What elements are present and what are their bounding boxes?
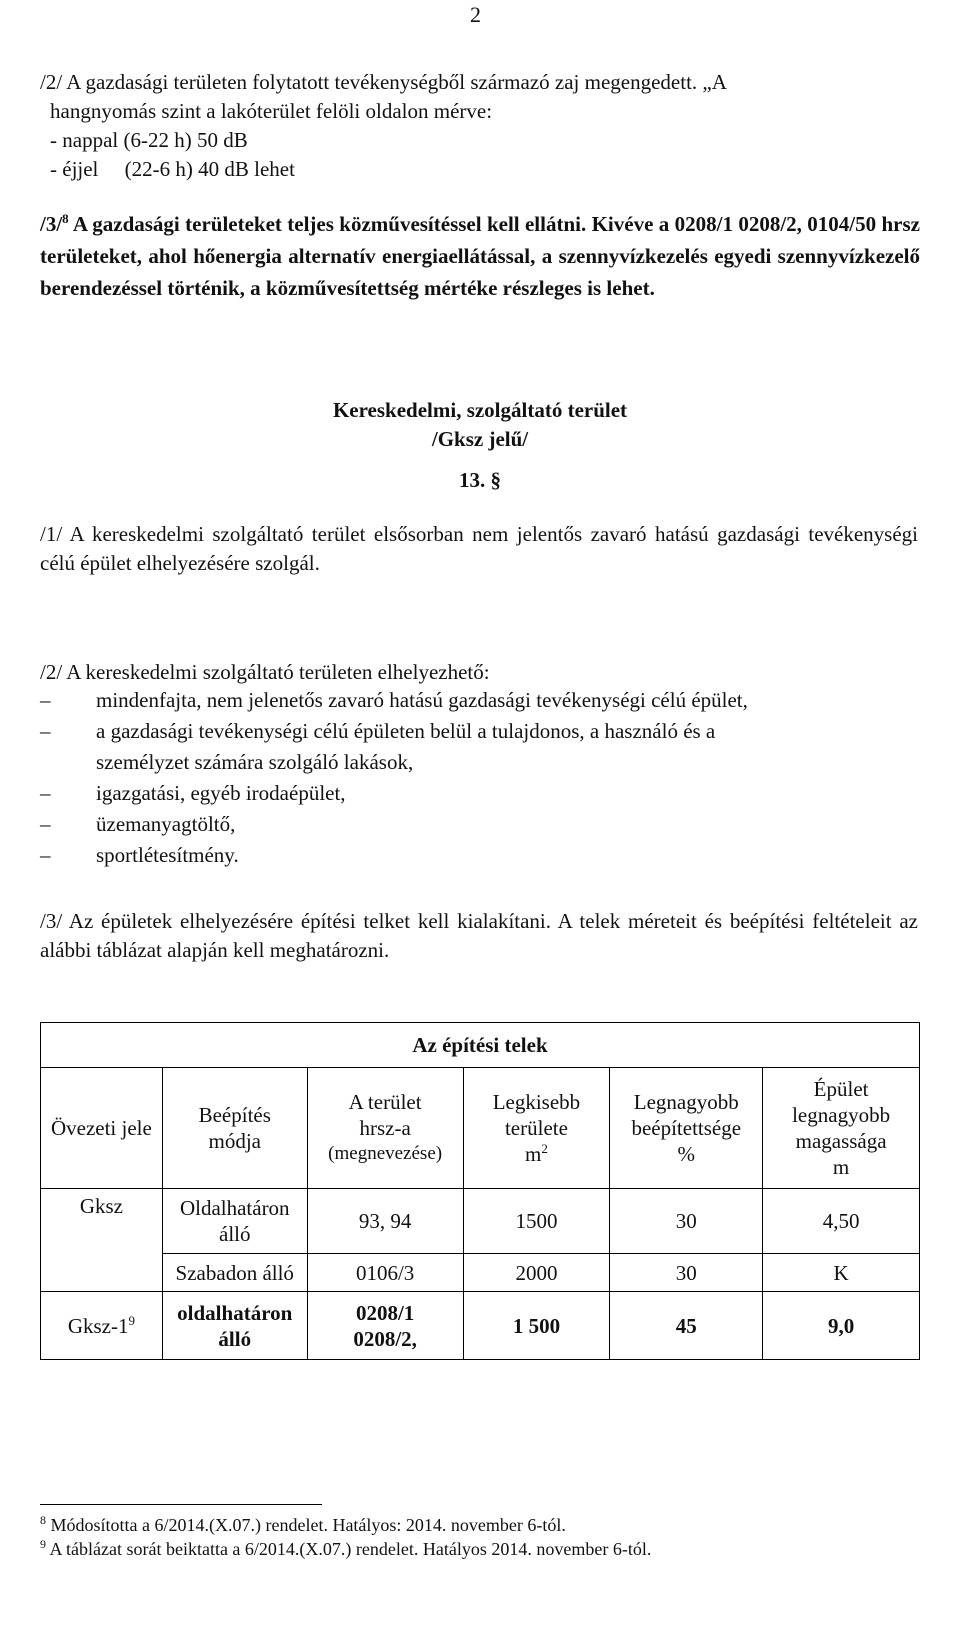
- cell-mode-l1: oldalhatáron: [177, 1300, 293, 1325]
- cell-zone: [41, 1292, 163, 1360]
- table-caption: Az építési telek: [41, 1023, 920, 1068]
- cell-mode: [162, 1189, 307, 1254]
- section-title: Kereskedelmi, szolgáltató terület: [332, 398, 628, 422]
- table-row: [41, 1292, 920, 1360]
- header-zone: Övezeti jele: [41, 1068, 163, 1189]
- header-min-area-unit: [468, 1141, 606, 1167]
- footnote-ref-9[interactable]: 9: [128, 1312, 135, 1328]
- utilities-prefix: /3/: [40, 212, 63, 236]
- list-item-text: személyzet számára szolgáló lakások,: [96, 750, 414, 774]
- cell-area: 2000: [463, 1254, 610, 1292]
- cell-hrsz: 93, 94: [307, 1189, 463, 1254]
- utilities-paragraph: [40, 208, 920, 304]
- cell-mode-l2: álló: [219, 1222, 251, 1246]
- cell-zone: Gksz: [41, 1189, 163, 1292]
- header-max-height-l1: Épület: [813, 1077, 869, 1101]
- header-max-built: [610, 1068, 763, 1189]
- cell-built: 30: [610, 1254, 763, 1292]
- list-item-text: sportlétesítmény.: [96, 843, 239, 867]
- utilities-text: A gazdasági területeket teljes közművesítéssel kell ellátni. Kivéve a 0208/1 0208/2, 0104/50 hrsz területeket, ahol hőenergia alternatív energiaellátással, a szennyvízkezelés egyedi szennyvízkezelő berendezéssel történik, a közművesítettség mértéke részleges is lehet.: [40, 212, 920, 300]
- cell-zone-text: Gksz-1: [67, 1313, 129, 1338]
- list-item-text: a gazdasági tevékenységi célú épületen belül a tulajdonos, a használó és a: [96, 719, 716, 743]
- list-item-text: igazgatási, egyéb irodaépület,: [96, 781, 346, 805]
- header-mode: [162, 1068, 307, 1189]
- noise-line-day: - nappal (6-22 h) 50 dB: [50, 128, 248, 152]
- dash-marker: –: [40, 812, 51, 836]
- header-max-built-l1: Legnagyobb: [633, 1090, 739, 1114]
- page-number: 2: [470, 2, 481, 27]
- cell-mode: [162, 1292, 307, 1360]
- dash-marker: –: [40, 719, 51, 743]
- cell-hrsz: 0106/3: [307, 1254, 463, 1292]
- header-area-id-l2: hrsz-a: [359, 1116, 411, 1140]
- cell-area: 1500: [463, 1189, 610, 1254]
- header-max-built-l2: beépítettsége: [631, 1116, 742, 1140]
- footnote-num: 8: [40, 1513, 46, 1527]
- section-para-1: /1/ A kereskedelmi szolgáltató terület elsősorban nem jelentős zavaró hatású gazdasági tevékenységi célú épület elhelyezésére szolgál.: [40, 522, 918, 575]
- section-subtitle: /Gksz jelű/: [431, 427, 529, 451]
- footnote-divider: [40, 1504, 322, 1505]
- cell-height: K: [763, 1254, 920, 1292]
- building-plot-table: [40, 1022, 920, 1360]
- cell-hrsz-l1: 0208/1: [355, 1300, 415, 1325]
- footnote-9: [40, 1538, 940, 1560]
- header-min-area: [463, 1068, 610, 1189]
- cell-height: 4,50: [763, 1189, 920, 1254]
- header-max-height-l3: magassága: [795, 1129, 887, 1153]
- cell-mode: Szabadon álló: [162, 1254, 307, 1292]
- header-max-height-l2: legnagyobb: [792, 1103, 891, 1127]
- cell-built: 30: [610, 1189, 763, 1254]
- footnote-8: [40, 1514, 940, 1536]
- header-area-id: [307, 1068, 463, 1189]
- unit-m: m: [525, 1142, 542, 1166]
- header-mode-l1: Beépítés: [198, 1103, 271, 1127]
- noise-line-2: hangnyomás szint a lakóterület felöli oldalon mérve:: [50, 99, 493, 123]
- header-min-area-l1: Legkisebb: [492, 1090, 581, 1114]
- section-para-3: /3/ Az épületek elhelyezésére építési telket kell kialakítani. A telek méreteit és beépítési feltételeit az alábbi táblázat alapján kell meghatározni.: [40, 909, 918, 962]
- header-max-height: [763, 1068, 920, 1189]
- table-header-row: [41, 1068, 920, 1189]
- header-max-built-l3: %: [677, 1142, 696, 1166]
- noise-paragraph: [40, 68, 920, 184]
- list-item-text: mindenfajta, nem jelenetős zavaró hatású gazdasági tevékenységi célú épület,: [96, 688, 748, 712]
- cell-built: 45: [610, 1292, 763, 1360]
- header-min-area-l2: területe: [504, 1116, 568, 1140]
- unit-exp: 2: [541, 1141, 548, 1156]
- noise-line-night: - éjjel (22-6 h) 40 dB lehet: [50, 157, 295, 181]
- cell-area: 1 500: [463, 1292, 610, 1360]
- footnote-num: 9: [40, 1537, 46, 1551]
- footnote-ref-8[interactable]: 8: [62, 211, 69, 226]
- dash-marker: –: [40, 843, 51, 867]
- header-mode-l2: módja: [208, 1129, 261, 1153]
- cell-hrsz: [307, 1292, 463, 1360]
- cell-mode-l2: álló: [218, 1326, 252, 1351]
- header-max-height-l4: m: [832, 1155, 850, 1179]
- section-para-2-intro: /2/ A kereskedelmi szolgáltató területen elhelyezhető:: [40, 660, 490, 684]
- header-area-id-l1: A terület: [348, 1090, 422, 1114]
- dash-marker: –: [40, 688, 51, 712]
- cell-height: 9,0: [763, 1292, 920, 1360]
- table-row: [41, 1189, 920, 1254]
- cell-mode-l1: Oldalhatáron: [179, 1196, 290, 1220]
- footnote-text: A táblázat sorát beiktatta a 6/2014.(X.07.) rendelet. Hatályos 2014. november 6-tól.: [46, 1539, 652, 1559]
- list-item-text: üzemanyagtöltő,: [96, 812, 236, 836]
- dash-marker: –: [40, 781, 51, 805]
- section-number: 13. §: [459, 468, 501, 492]
- header-area-id-l3: (megnevezése): [328, 1143, 443, 1164]
- table-row: [41, 1254, 920, 1292]
- cell-hrsz-l2: 0208/2,: [353, 1326, 417, 1351]
- footnote-text: Módosította a 6/2014.(X.07.) rendelet. Hatályos: 2014. november 6-tól.: [46, 1515, 566, 1535]
- noise-line-1: /2/ A gazdasági területen folytatott tevékenységből származó zaj megengedett. „A: [40, 70, 727, 94]
